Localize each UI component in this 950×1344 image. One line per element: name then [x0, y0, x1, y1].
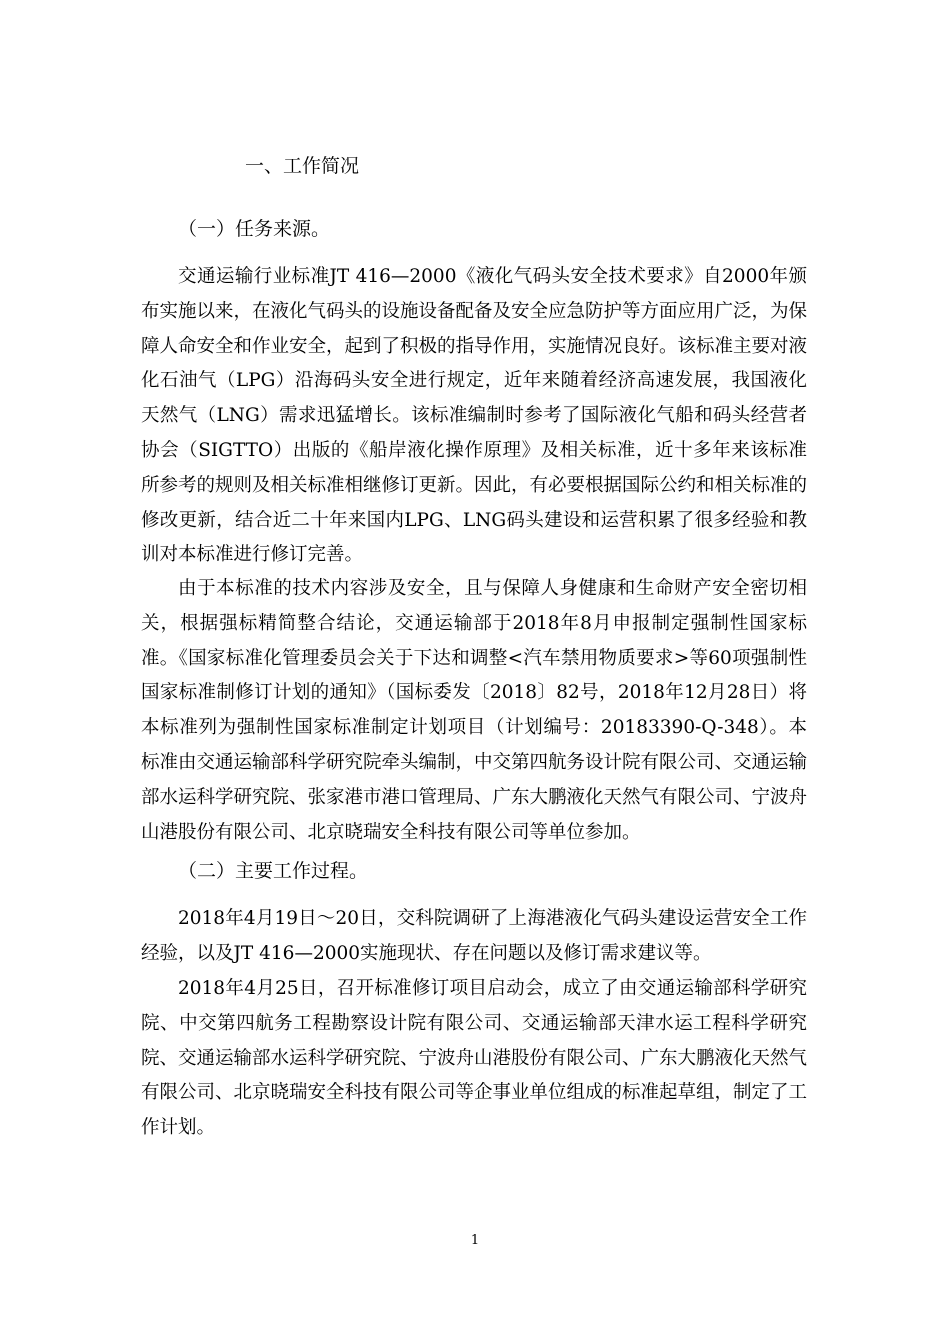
subsection-heading-work-process: （二）主要工作过程。	[178, 860, 369, 882]
paragraph-task-source-2: 由于本标准的技术内容涉及安全，且与保障人身健康和生命财产安全密切相关，根据强标精简整合结论，交通运输部于2018年8月申报制定强制性国家标准。《国家标准化管理委员会关于下达和调整<汽车禁用物质要求>等60项强制性国家标准制修订计划的通知》（国标委发〔2018〕82号，2018年12月28日）将本标准列为强制性国家标准制定计划项目（计划编号：20183390-Q-348）。本标准由交通运输部科学研究院牵头编制，中交第四航务设计院有限公司、交通运输部水运科学研究院、张家港市港口管理局、广东大鹏液化天然气有限公司、宁波舟山港股份有限公司、北京晓瑞安全科技有限公司等单位参加。	[141, 578, 808, 843]
subsection-heading-task-source: （一）任务来源。	[178, 218, 331, 240]
paragraph-work-process-2: 2018年4月25日，召开标准修订项目启动会，成立了由交通运输部科学研究院、中交第四航务工程勘察设计院有限公司、交通运输部天津水运工程科学研究院、交通运输部水运科学研究院、宁波舟山港股份有限公司、广东大鹏液化天然气有限公司、北京晓瑞安全科技有限公司等企事业单位组成的标准起草组，制定了工作计划。	[141, 978, 808, 1139]
section-heading: 一、工作简况	[245, 155, 360, 177]
paragraph-work-process-1: 2018年4月19日～20日，交科院调研了上海港液化气码头建设运营安全工作经验，以及JT 416—2000实施现状、存在问题以及修订需求建议等。	[141, 908, 807, 964]
page-number: 1	[470, 1233, 480, 1248]
paragraph-task-source-1: 交通运输行业标准JT 416—2000《液化气码头安全技术要求》自2000年颁布实施以来，在液化气码头的设施设备配备及安全应急防护等方面应用广泛，为保障人命安全和作业安全，起到了积极的指导作用，实施情况良好。该标准主要对液化石油气（LPG）沿海码头安全进行规定，近年来随着经济高速发展，我国液化天然气（LNG）需求迅猛增长。该标准编制时参考了国际液化气船和码头经营者协会（SIGTTO）出版的《船岸液化操作原理》及相关标准，近十多年来该标准所参考的规则及相关标准相继修订更新。因此，有必要根据国际公约和相关标准的修改更新，结合近二十年来国内LPG、LNG码头建设和运营积累了很多经验和教训对本标准进行修订完善。	[141, 266, 808, 566]
